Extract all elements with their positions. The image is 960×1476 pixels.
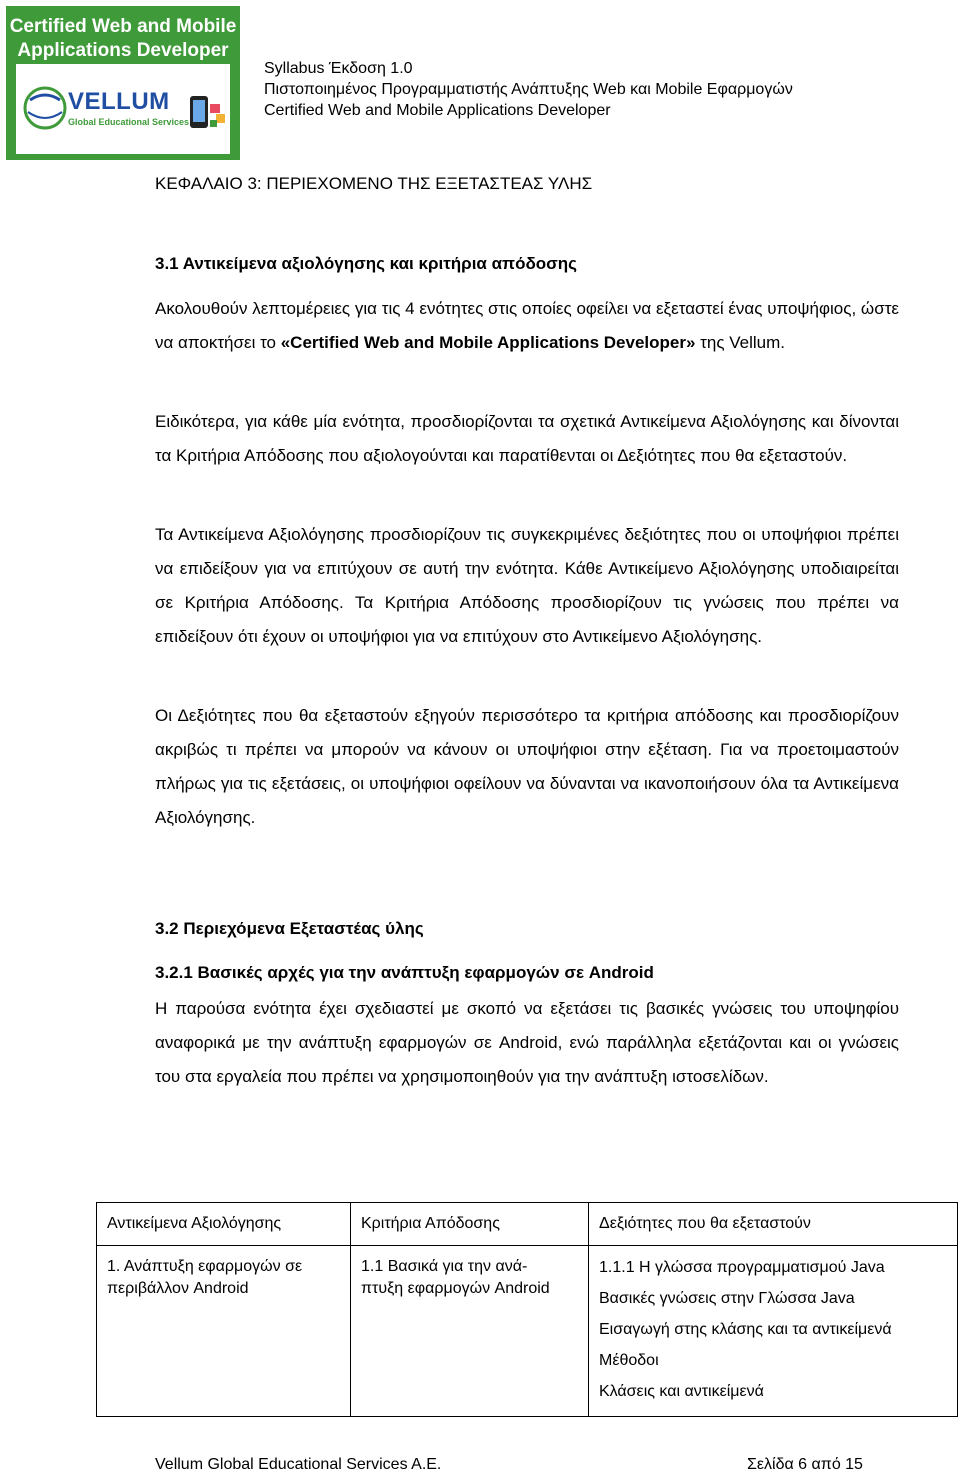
header-title-english: Certified Web and Mobile Applications Developer — [264, 102, 611, 119]
logo-brand-sub: Global Educational Services — [68, 117, 190, 127]
footer-page-number: Σελίδα 6 από 15 — [747, 1456, 863, 1473]
header-objectives: Αντικείμενα Αξιολόγησης — [97, 1203, 351, 1246]
mobile-devices-icon — [188, 90, 228, 136]
logo-inner-panel — [16, 64, 230, 154]
p1-text-pre: Ακολουθούν λεπτομέρειες για τις 4 ενότητες στις οποίες οφείλει να εξεταστεί ένας υποψήφιος, ώστε να αποκτήσει το — [155, 299, 899, 352]
skill-item: Μέθοδοι — [599, 1352, 659, 1369]
footer-company: Vellum Global Educational Services A.E. — [155, 1456, 442, 1473]
skill-item: Κλάσεις και αντικείμενά — [599, 1383, 764, 1400]
section-3-1-heading: 3.1 Αντικείμενα αξιολόγησης και κριτήρια απόδοσης — [155, 254, 577, 273]
criteria-line: πτυξη εφαρμογών Android — [361, 1280, 550, 1297]
objective-line: περιβάλλον Android — [107, 1280, 249, 1297]
logo-line2: Applications Developer — [17, 40, 229, 61]
chapter-title: ΚΕΦΑΛΑΙΟ 3: ΠΕΡΙΕΧΟΜΕΝΟ ΤΗΣ ΕΞΕΤΑΣΤΕΑΣ ΥΛΗΣ — [155, 174, 593, 193]
skill-item: Εισαγωγή στης κλάσης και τα αντικείμενά — [599, 1321, 892, 1338]
section-3-1-paragraph-2: Ειδικότερα, για κάθε μία ενότητα, προσδιορίζονται τα σχετικά Αντικείμενα Αξιολόγησης και δίνονται τα Κριτήρια Απόδοσης που αξιολογούνται και παρατίθενται οι Δεξιότητες που θα εξεταστούν. — [155, 412, 899, 465]
section-3-1-paragraph-4: Οι Δεξιότητες που θα εξεταστούν εξηγούν περισσότερο τα κριτήρια απόδοσης και προσδιορίζουν ακριβώς τι πρέπει να μπορούν να κάνουν οι υποψήφιοι στην εξέταση. Για να προετοιμαστούν πλήρως για τις εξετάσεις, οι υποψήφιοι οφείλουν να δύνανται να ικανοποιήσουν όλα τα Αντικείμενα Αξιολόγησης. — [155, 706, 899, 827]
cell-objective — [97, 1246, 351, 1417]
objective-line: 1. Ανάπτυξη εφαρμογών σε — [107, 1258, 303, 1275]
header-title-greek: Πιστοποιημένος Προγραμματιστής Ανάπτυξης Web και Mobile Εφαρμογών — [264, 81, 793, 98]
certification-name: «Certified Web and Mobile Applications Developer» — [280, 333, 696, 352]
cell-criteria — [351, 1246, 589, 1417]
section-3-1-paragraph-3: Τα Αντικείμενα Αξιολόγησης προσδιορίζουν τις συγκεκριμένες δεξιότητες που οι υποψήφιοι πρέπει να επιδείξουν για να επιτύχουν σε αυτή την ενότητα. Κάθε Αντικείμενο Αξιολόγησης υποδιαιρείται σε Κριτήρια Απόδοσης. Τα Κριτήρια Απόδοσης προσδιορίζουν τις γνώσεις που πρέπει να επιδείξουν ότι έχουν οι υποψήφιοι για να επιτύχουν στο Αντικείμενο Αξιολόγησης. — [155, 525, 899, 646]
table-row — [97, 1246, 958, 1417]
logo-line1: Certified Web and Mobile — [9, 16, 237, 37]
cell-skills — [589, 1246, 958, 1417]
vellum-logo — [6, 6, 240, 160]
header-criteria: Κριτήρια Απόδοσης — [351, 1203, 589, 1246]
table-header-row — [97, 1203, 958, 1246]
section-3-1-paragraph-1 — [155, 292, 899, 360]
criteria-line: 1.1 Βασικά για την ανά- — [361, 1258, 528, 1275]
header-skills: Δεξιότητες που θα εξεταστούν — [589, 1203, 958, 1246]
skill-item: Βασικές γνώσεις στην Γλώσσα Java — [599, 1290, 855, 1307]
logo-brand: VELLUM — [68, 88, 170, 115]
running-header — [264, 58, 793, 121]
skill-item: 1.1.1 Η γλώσσα προγραμματισμού Java — [599, 1259, 885, 1276]
section-3-2-1-paragraph: Η παρούσα ενότητα έχει σχεδιαστεί με σκοπό να εξετάσει τις βασικές γνώσεις του υποψηφίου αναφορικά με την ανάπτυξη εφαρμογών σε Android, ενώ παράλληλα εξετάζονται και οι γνώσεις του στα εργαλεία που πρέπει να χρησιμοποιηθούν για την ανάπτυξη ιστοσελίδων. — [155, 999, 899, 1086]
section-3-2-1-heading: 3.2.1 Βασικές αρχές για την ανάπτυξη εφαρμογών σε Android — [155, 963, 654, 982]
globe-icon — [22, 78, 68, 138]
section-3-2-heading: 3.2 Περιεχόμενα Εξεταστέας ύλης — [155, 919, 424, 938]
objectives-table — [96, 1202, 958, 1417]
syllabus-version: Syllabus Έκδοση 1.0 — [264, 60, 413, 77]
p1-text-post: της Vellum. — [695, 333, 785, 352]
